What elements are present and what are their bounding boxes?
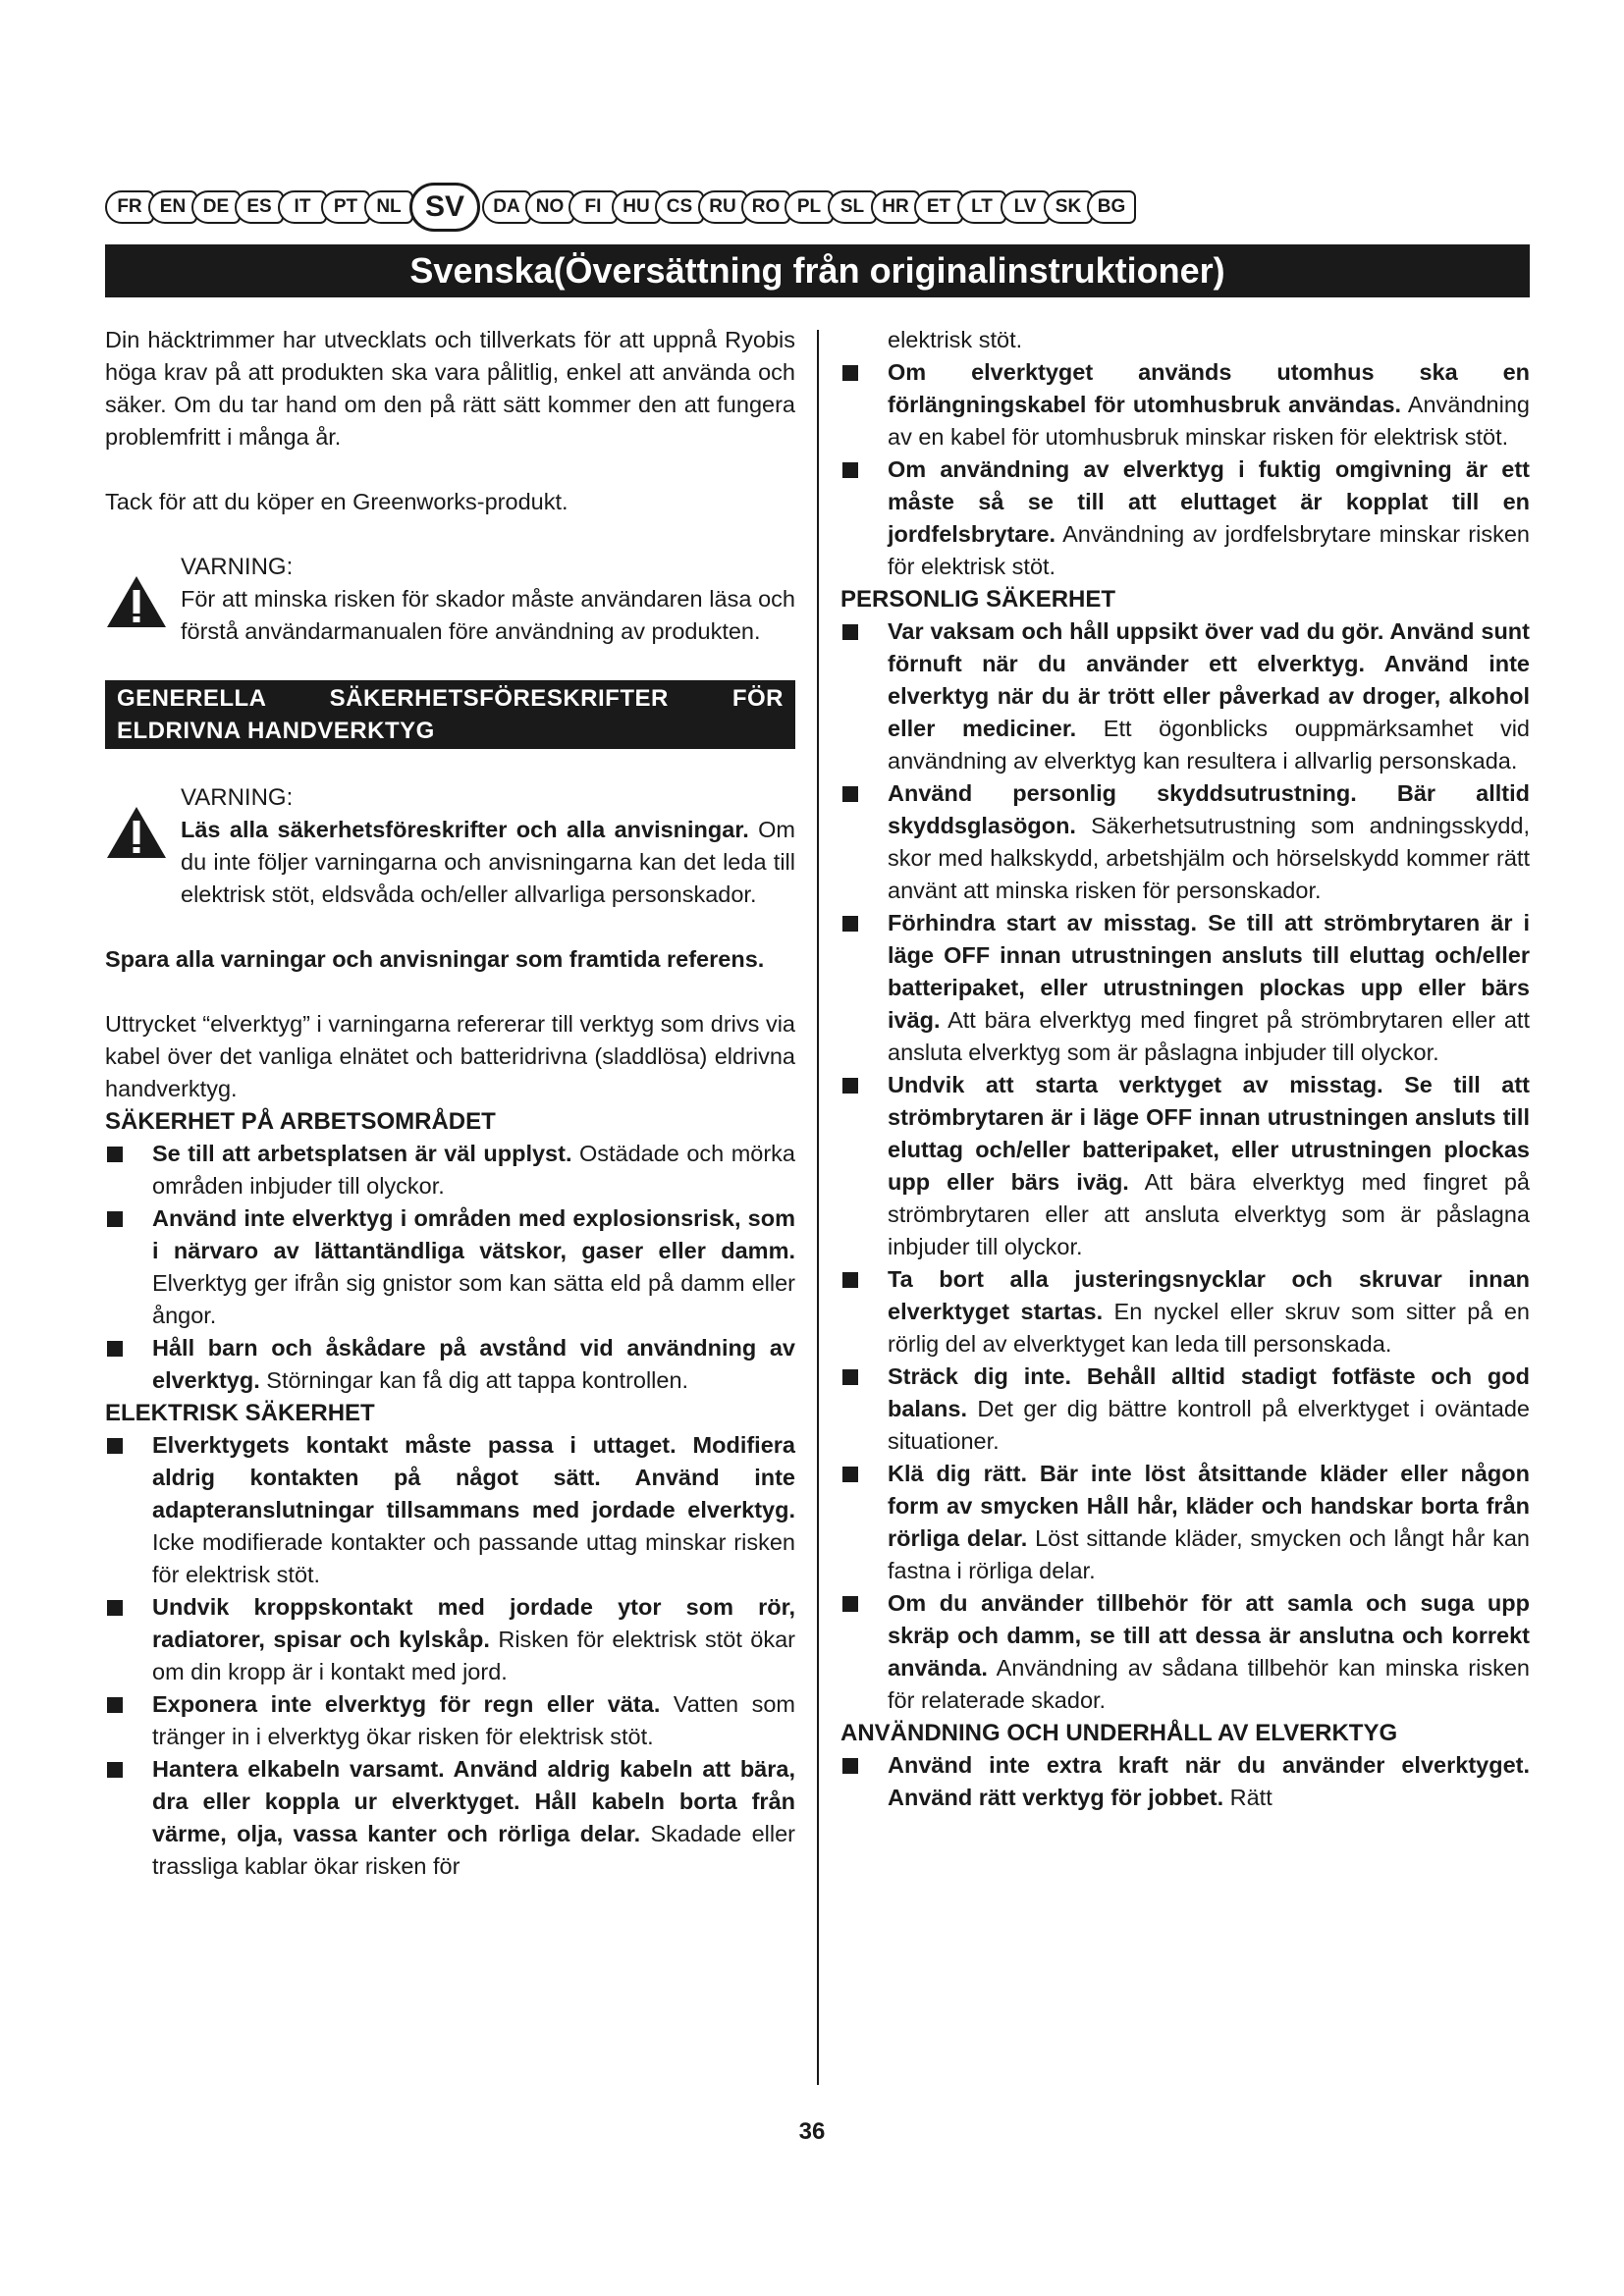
- list-item-text: Att bära elverktyg med fingret på strömbrytaren eller att ansluta elverktyg som är påslagna inbjuder till olyckor.: [888, 1169, 1530, 1259]
- page-number: 36: [798, 2118, 826, 2145]
- list-item: [840, 1263, 1530, 1361]
- list-item-text: Vatten som tränger in i elverktyg ökar risken för elektrisk stöt.: [152, 1691, 795, 1749]
- list-item-bold: Undvik kroppskontakt med jordade ytor som rör, radiatorer, spisar och kylskåp.: [152, 1594, 795, 1652]
- left-column: [105, 324, 795, 1883]
- list-item-text: En nyckel eller skruv som sitter på en rörlig del av elverktyget kan leda till personskada.: [888, 1299, 1530, 1357]
- warning-triangle-icon: [105, 805, 168, 860]
- list-item-text: Löst sittande kläder, smycken och långt hår kan fastna i rörliga delar.: [888, 1525, 1530, 1583]
- warning-body-text: Om du inte följer varningarna och anvisningarna kan det leda till elektrisk stöt, eldsvåda och/eller allvarliga personskador.: [181, 817, 795, 907]
- list-item: [840, 1587, 1530, 1717]
- language-selector: [105, 183, 1531, 232]
- list-item-bold: Klä dig rätt. Bär inte löst åtsittande kläder eller någon form av smycken Håll hår, kläder och handskar borta från rörliga delar.: [888, 1461, 1530, 1551]
- language-tab-hu: HU: [612, 190, 661, 224]
- list-item-text: Störningar kan få dig att tappa kontrollen.: [259, 1367, 689, 1393]
- warning-text: För att minska risken för skador måste användaren läsa och förstå användarmanualen före användning av produkten.: [181, 586, 795, 644]
- intro-paragraph: Din häcktrimmer har utvecklats och tillverkats för att uppnå Ryobis höga krav på att produkten ska vara pålitlig, enkel att använda och säker. Om du tar hand om den på rätt sätt kommer den att fungera problemfritt i många år.: [105, 327, 795, 450]
- list-item-text: Risken för elektrisk stöt ökar om din kropp är i kontakt med jord.: [152, 1627, 795, 1684]
- language-tab-lv: LV: [1001, 190, 1050, 224]
- column-divider: [817, 330, 819, 2085]
- language-tab-es: ES: [235, 190, 284, 224]
- list-item-text: Det ger dig bättre kontroll på elverktyget i oväntade situationer.: [888, 1396, 1530, 1454]
- list-item-text: Att bära elverktyg med fingret på strömbrytaren eller att ansluta elverktyg som är påslagna inbjuder till olyckor.: [888, 1007, 1530, 1065]
- list-item-bold: Exponera inte elverktyg för regn eller väta.: [152, 1691, 661, 1717]
- list-item: [840, 454, 1530, 583]
- warning-heading: VARNING:: [181, 554, 294, 580]
- list-item-bold: Om användning av elverktyg i fuktig omgivning är ett måste så se till att eluttaget är kopplat till en jordfelsbrytare.: [888, 456, 1530, 547]
- list-item-bold: Elverktygets kontakt måste passa i uttaget. Modifiera aldrig kontakten på något sätt. Använd inte adapteranslutningar tillsammans med jordade elverktyg.: [152, 1432, 795, 1522]
- list-item-bold: Sträck dig inte. Behåll alltid stadigt fotfäste och god balans.: [888, 1363, 1530, 1421]
- language-tab-hr: HR: [871, 190, 920, 224]
- list-item-bold: Se till att arbetsplatsen är väl upplyst.: [152, 1141, 572, 1166]
- heading-work-area: SÄKERHET PÅ ARBETSOMRÅDET: [105, 1108, 496, 1135]
- language-tab-ro: RO: [741, 190, 790, 224]
- language-tab-et: ET: [914, 190, 963, 224]
- warning-bold-text: Läs alla säkerhetsföreskrifter och alla anvisningar.: [181, 817, 749, 842]
- list-item-bold: Använd inte extra kraft när du använder elverktyget. Använd rätt verktyg för jobbet.: [888, 1752, 1530, 1810]
- list-item: [840, 356, 1530, 454]
- list-item-bold: Ta bort alla justeringsnycklar och skruvar innan elverktyget startas.: [888, 1266, 1530, 1324]
- list-item-text: Elverktyg ger ifrån sig gnistor som kan sätta eld på damm eller ångor.: [152, 1270, 795, 1328]
- list-item: [840, 907, 1530, 1069]
- list-item: [840, 1361, 1530, 1458]
- list-item-text: Användning av sådana tillbehör kan minska risken för relaterade skador.: [888, 1655, 1530, 1713]
- language-tab-ru: RU: [698, 190, 747, 224]
- language-tab-sk: SK: [1044, 190, 1093, 224]
- list-item: [840, 1749, 1530, 1814]
- list-electrical-continued: [840, 356, 1530, 583]
- save-instructions: Spara alla varningar och anvisningar som framtida referens.: [105, 946, 765, 972]
- list-electrical: [105, 1429, 795, 1883]
- list-item: [105, 1332, 795, 1397]
- warning-block-1: [105, 551, 795, 648]
- list-item-bold: Var vaksam och håll uppsikt över vad du gör. Använd sunt förnuft när du använder ett elverktyg. Använd inte elverktyg när du är trött eller påverkad av droger, alkohol eller mediciner.: [888, 618, 1530, 741]
- heading-electrical: ELEKTRISK SÄKERHET: [105, 1400, 375, 1426]
- list-item-bold: Undvik att starta verktyget av misstag. Se till att strömbrytaren är i läge OFF innan utrustningen ansluts till eluttag och/eller batteripaket, eller utrustningen plockas upp eller bärs iväg.: [888, 1072, 1530, 1195]
- language-tab-pt: PT: [321, 190, 370, 224]
- section-header-general-safety: GENERELLA SÄKERHETSFÖRESKRIFTER FÖR ELDRIVNA HANDVERKTYG: [105, 680, 795, 749]
- warning-block-2: [105, 781, 795, 911]
- language-tab-bg: BG: [1087, 190, 1136, 224]
- page-title: Svenska(Översättning från originalinstruktioner): [105, 244, 1530, 297]
- list-item: [105, 1753, 795, 1883]
- language-tab-pl: PL: [785, 190, 834, 224]
- language-tab-da: DA: [482, 190, 531, 224]
- list-item-text: Användning av en kabel för utomhusbruk minskar risken för elektrisk stöt.: [888, 392, 1530, 450]
- heading-maintenance: ANVÄNDNING OCH UNDERHÅLL AV ELVERKTYG: [840, 1720, 1398, 1746]
- list-item-text: Användning av jordfelsbrytare minskar risken för elektrisk stöt.: [888, 521, 1530, 579]
- list-item-bold: Hantera elkabeln varsamt. Använd aldrig kabeln att bära, dra eller koppla ur elverktyget. Håll kabeln borta från värme, olja, vassa kanter och rörliga delar.: [152, 1756, 795, 1846]
- heading-personal: PERSONLIG SÄKERHET: [840, 586, 1116, 613]
- list-work-area: [105, 1138, 795, 1397]
- list-item: [105, 1138, 795, 1202]
- list-item: [840, 777, 1530, 907]
- list-item-bold: Om elverktyget används utomhus ska en förlängningskabel för utomhusbruk användas.: [888, 359, 1530, 417]
- list-item-bold: Håll barn och åskådare på avstånd vid användning av elverktyg.: [152, 1335, 795, 1393]
- language-tab-lt: LT: [957, 190, 1006, 224]
- warning-triangle-icon: [105, 574, 168, 629]
- language-tab-fi: FI: [568, 190, 618, 224]
- language-tab-no: NO: [525, 190, 574, 224]
- language-tab-en: EN: [148, 190, 197, 224]
- list-item: [105, 1688, 795, 1753]
- list-item-text: Ett ögonblicks ouppmärksamhet vid användning av elverktyg kan resultera i allvarlig personskada.: [888, 716, 1530, 774]
- language-tab-nl: NL: [364, 190, 413, 224]
- continued-text: elektrisk stöt.: [888, 327, 1023, 352]
- list-item: [105, 1429, 795, 1591]
- language-tab-sl: SL: [828, 190, 877, 224]
- warning-heading: VARNING:: [181, 784, 294, 811]
- list-item-text: Ostädade och mörka områden inbjuder till olyckor.: [152, 1141, 795, 1199]
- language-tab-sv: SV: [409, 183, 480, 232]
- language-tab-fr: FR: [105, 190, 154, 224]
- list-item: [840, 615, 1530, 777]
- list-item-bold: Förhindra start av misstag. Se till att strömbrytaren är i läge OFF innan utrustningen ansluts till eluttag och/eller batteripaket, eller utrustningen plockas upp eller bärs iväg.: [888, 910, 1530, 1033]
- list-item: [105, 1591, 795, 1688]
- list-item: [840, 1458, 1530, 1587]
- right-column: [840, 324, 1530, 1814]
- term-definition: Uttrycket “elverktyg” i varningarna refererar till verktyg som drivs via kabel över det vanliga elnätet och batteridrivna (sladdlösa) eldrivna handverktyg.: [105, 1011, 795, 1101]
- list-item-bold: Om du använder tillbehör för att samla och suga upp skräp och damm, se till att dessa är anslutna och korrekt använda.: [888, 1590, 1530, 1681]
- list-personal: [840, 615, 1530, 1717]
- language-tab-cs: CS: [655, 190, 704, 224]
- list-item-text: Rätt: [1223, 1785, 1272, 1810]
- warning-text: [181, 814, 795, 911]
- list-item: [105, 1202, 795, 1332]
- list-item-bold: Använd inte elverktyg i områden med explosionsrisk, som i närvaro av lättantändliga vätskor, gaser eller damm.: [152, 1205, 795, 1263]
- thanks-paragraph: Tack för att du köper en Greenworks-produkt.: [105, 489, 568, 514]
- language-tab-it: IT: [278, 190, 327, 224]
- list-item-text: Skadade eller trassliga kablar ökar risken för: [152, 1821, 795, 1879]
- list-maintenance: [840, 1749, 1530, 1814]
- list-item-text: Säkerhetsutrustning som andningsskydd, skor med halkskydd, arbetshjälm och hörselskydd kommer rätt använt att minska risken för personskador.: [888, 813, 1530, 903]
- list-item: [840, 1069, 1530, 1263]
- list-item-bold: Använd personlig skyddsutrustning. Bär alltid skyddsglasögon.: [888, 780, 1530, 838]
- language-tab-de: DE: [191, 190, 241, 224]
- list-item-text: Icke modifierade kontakter och passande uttag minskar risken för elektrisk stöt.: [152, 1529, 795, 1587]
